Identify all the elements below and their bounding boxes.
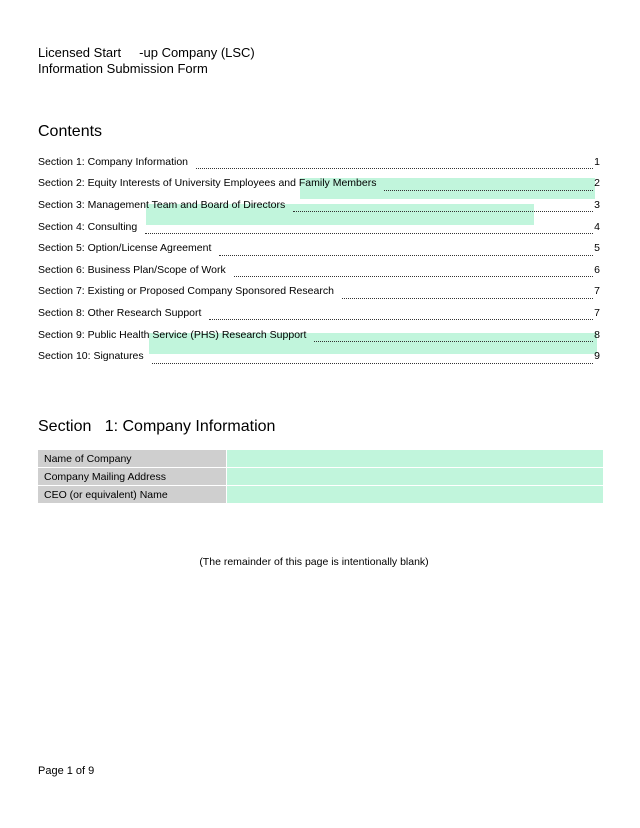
toc-entry-label: Section 1: Company Information bbox=[38, 155, 188, 168]
toc-dot-leader bbox=[219, 245, 593, 256]
toc-entry-section-7[interactable] bbox=[38, 281, 600, 303]
toc-dot-leader bbox=[152, 353, 594, 364]
toc-entry-section-8[interactable] bbox=[38, 302, 600, 324]
section-1-heading: Section 1: Company Information bbox=[38, 418, 276, 435]
form-title-line1: Licensed Start -up Company (LSC) bbox=[38, 45, 255, 60]
toc-entry-label: Section 6: Business Plan/Scope of Work bbox=[38, 263, 226, 276]
toc-entry-label: Section 9: Public Health Service (PHS) Research Support bbox=[38, 328, 307, 341]
company-mailing-address-field[interactable] bbox=[227, 468, 604, 486]
toc-entry-page: 3 bbox=[594, 198, 600, 211]
toc-entry-page: 7 bbox=[594, 306, 600, 319]
toc-dot-leader bbox=[314, 331, 593, 342]
company-mailing-address-label: Company Mailing Address bbox=[38, 468, 227, 486]
toc-dot-leader bbox=[145, 223, 593, 234]
intentionally-blank-note: (The remainder of this page is intentionally blank) bbox=[199, 556, 429, 568]
toc-entry-label: Section 7: Existing or Proposed Company Sponsored Research bbox=[38, 285, 334, 298]
toc-entry-label: Section 3: Management Team and Board of Directors bbox=[38, 198, 286, 211]
toc-entry-section-4[interactable] bbox=[38, 216, 600, 238]
toc-entry-page: 6 bbox=[594, 263, 600, 276]
toc-entry-label: Section 10: Signatures bbox=[38, 350, 144, 363]
table-row bbox=[38, 450, 603, 468]
toc-entry-label: Section 2: Equity Interests of University Employees and Family Members bbox=[38, 177, 377, 190]
toc-entry-section-10[interactable] bbox=[38, 345, 600, 367]
toc-entry-page: 4 bbox=[594, 220, 600, 233]
table-row bbox=[38, 468, 603, 486]
toc-entry-page: 9 bbox=[594, 350, 600, 363]
toc-entry-page: 2 bbox=[594, 177, 600, 190]
page-number: Page 1 of 9 bbox=[38, 765, 95, 777]
toc-entry-section-5[interactable] bbox=[38, 237, 600, 259]
form-title bbox=[38, 45, 255, 77]
toc-entry-label: Section 8: Other Research Support bbox=[38, 306, 202, 319]
toc-dot-leader bbox=[342, 288, 593, 299]
form-title-line2: Information Submission Form bbox=[38, 61, 208, 76]
toc-dot-leader bbox=[234, 266, 593, 277]
toc-entry-page: 8 bbox=[594, 328, 600, 341]
contents-heading: Contents bbox=[38, 123, 103, 140]
ceo-name-field[interactable] bbox=[227, 486, 604, 504]
toc-dot-leader bbox=[196, 158, 593, 169]
company-name-field[interactable] bbox=[227, 450, 604, 468]
toc-entry-label: Section 5: Option/License Agreement bbox=[38, 242, 212, 255]
toc-dot-leader bbox=[209, 309, 593, 320]
toc-entry-section-6[interactable] bbox=[38, 259, 600, 281]
toc-dot-leader bbox=[293, 201, 593, 212]
table-of-contents bbox=[38, 151, 600, 367]
table-row bbox=[38, 486, 603, 504]
toc-dot-leader bbox=[384, 180, 593, 191]
toc-entry-label: Section 4: Consulting bbox=[38, 220, 138, 233]
company-information-table bbox=[38, 450, 603, 504]
toc-entry-page: 7 bbox=[594, 285, 600, 298]
toc-entry-page: 1 bbox=[594, 155, 600, 168]
ceo-name-label: CEO (or equivalent) Name bbox=[38, 486, 227, 504]
company-name-label: Name of Company bbox=[38, 450, 227, 468]
toc-entry-section-1[interactable] bbox=[38, 151, 600, 173]
toc-entry-page: 5 bbox=[594, 242, 600, 255]
